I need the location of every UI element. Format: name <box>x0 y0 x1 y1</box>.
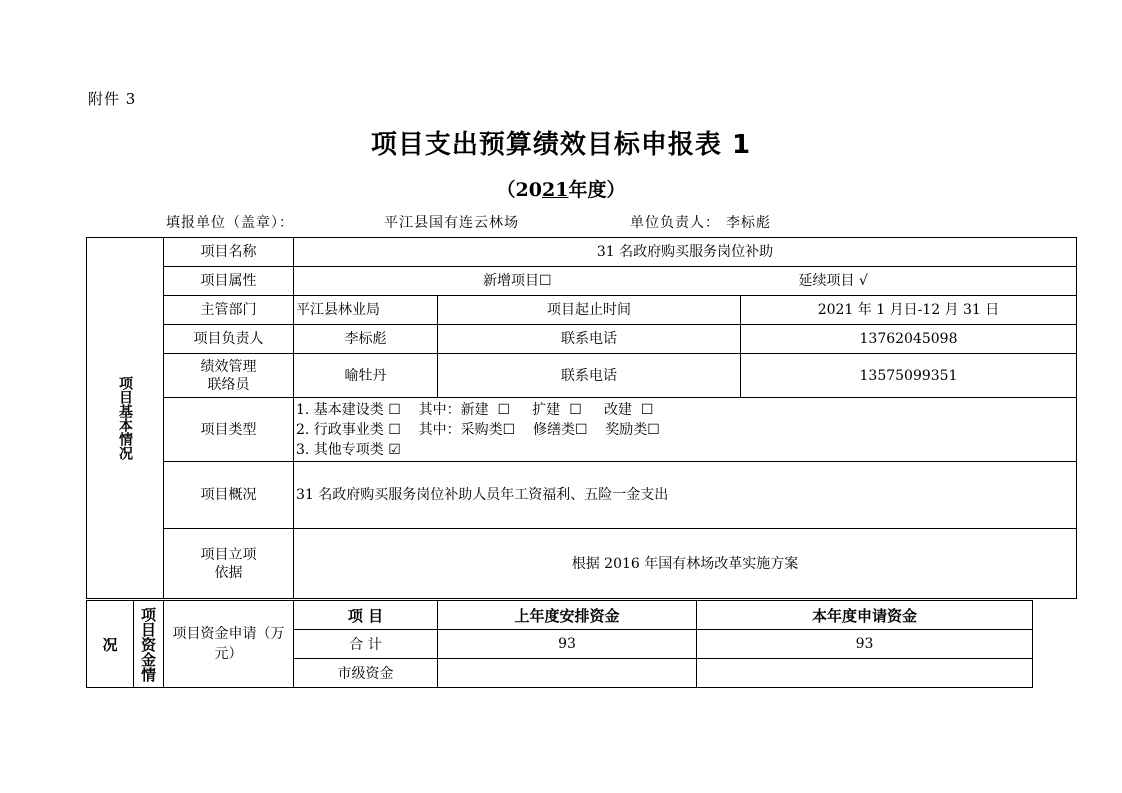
attr-new-label: 新增项目 <box>482 273 539 289</box>
fund-city-this <box>697 659 1033 688</box>
name-label: 项目名称 <box>164 238 294 267</box>
contact-label <box>164 354 294 398</box>
leader-label: 项目负责人 <box>164 325 294 354</box>
attr-cont-cell <box>741 267 1077 296</box>
contact-value: 喻牡丹 <box>294 354 438 398</box>
year-suffix: 年度） <box>568 179 626 201</box>
type-line-3[interactable]: 3. 其他专项类 ☑ <box>296 441 401 458</box>
page-title: 项目支出预算绩效目标申报表 1 <box>370 130 752 160</box>
fund-table <box>86 600 1033 688</box>
attr-cont-check[interactable]: √ <box>858 273 868 289</box>
overview-value: 31 名政府购买服务岗位补助人员年工资福利、五险一金支出 <box>294 462 1077 529</box>
type-line-2[interactable]: 2. 行政事业类 ☐ 其中：采购类☐ 修缮类☐ 奖励类☐ <box>296 421 660 438</box>
basis-label-2: 依据 <box>214 564 243 581</box>
year-num-a: 20 <box>515 179 542 201</box>
period-label: 项目起止时间 <box>438 296 741 325</box>
year-line <box>0 175 1122 202</box>
fund-total-last: 93 <box>438 630 697 659</box>
section-fund-a: 况 <box>87 601 134 688</box>
basis-label-1: 项目立项 <box>200 546 257 563</box>
fund-apply-label: 项目资金申请（万元） <box>164 601 294 688</box>
fund-col-this: 本年度申请资金 <box>697 601 1033 630</box>
type-options <box>294 398 1077 462</box>
fund-city-last <box>438 659 697 688</box>
year-open: （ <box>496 179 516 201</box>
type-line-1[interactable]: 1. 基本建设类 ☐ 其中：新建 ☐ 扩建 ☐ 改建 ☐ <box>296 401 654 418</box>
fund-col-last: 上年度安排资金 <box>438 601 697 630</box>
budget-table <box>86 237 1077 599</box>
period-value: 2021 年 1 月日-12 月 31 日 <box>741 296 1077 325</box>
attr-cont-label: 延续项目 <box>798 273 855 289</box>
year-num-b: 21 <box>542 179 569 201</box>
leader-phone: 13762045098 <box>741 325 1077 354</box>
contact-phone: 13575099351 <box>741 354 1077 398</box>
filler-unit-label: 填报单位（盖章）： <box>166 215 294 231</box>
leader-phone-label: 联系电话 <box>438 325 741 354</box>
name-value: 31 名政府购买服务岗位补助 <box>294 238 1077 267</box>
attr-new-checkbox[interactable]: ☐ <box>538 273 552 289</box>
filler-leader-label: 单位负责人： <box>630 215 720 231</box>
dept-value: 平江县林业局 <box>294 296 438 325</box>
fund-total-this: 93 <box>697 630 1033 659</box>
filler-leader-value: 李标彪 <box>726 215 771 231</box>
basis-label <box>164 529 294 599</box>
leader-value: 李标彪 <box>294 325 438 354</box>
fund-city-label: 市级资金 <box>294 659 438 688</box>
contact-label-1: 绩效管理 <box>200 358 257 375</box>
attachment-label: 附件 3 <box>88 90 137 108</box>
overview-label: 项目概况 <box>164 462 294 529</box>
fund-col-item: 项 目 <box>294 601 438 630</box>
section-basic: 项目基本情况 <box>87 238 164 599</box>
type-label: 项目类型 <box>164 398 294 462</box>
attr-new-cell <box>294 267 741 296</box>
contact-label-2: 联络员 <box>207 376 250 393</box>
contact-phone-label: 联系电话 <box>438 354 741 398</box>
basis-value: 根据 2016 年国有林场改革实施方案 <box>294 529 1077 599</box>
section-fund-b: 项目资金情 <box>134 601 164 688</box>
dept-label: 主管部门 <box>164 296 294 325</box>
fund-total-label: 合 计 <box>294 630 438 659</box>
attr-label: 项目属性 <box>164 267 294 296</box>
filler-unit-value: 平江县国有连云林场 <box>384 215 519 231</box>
